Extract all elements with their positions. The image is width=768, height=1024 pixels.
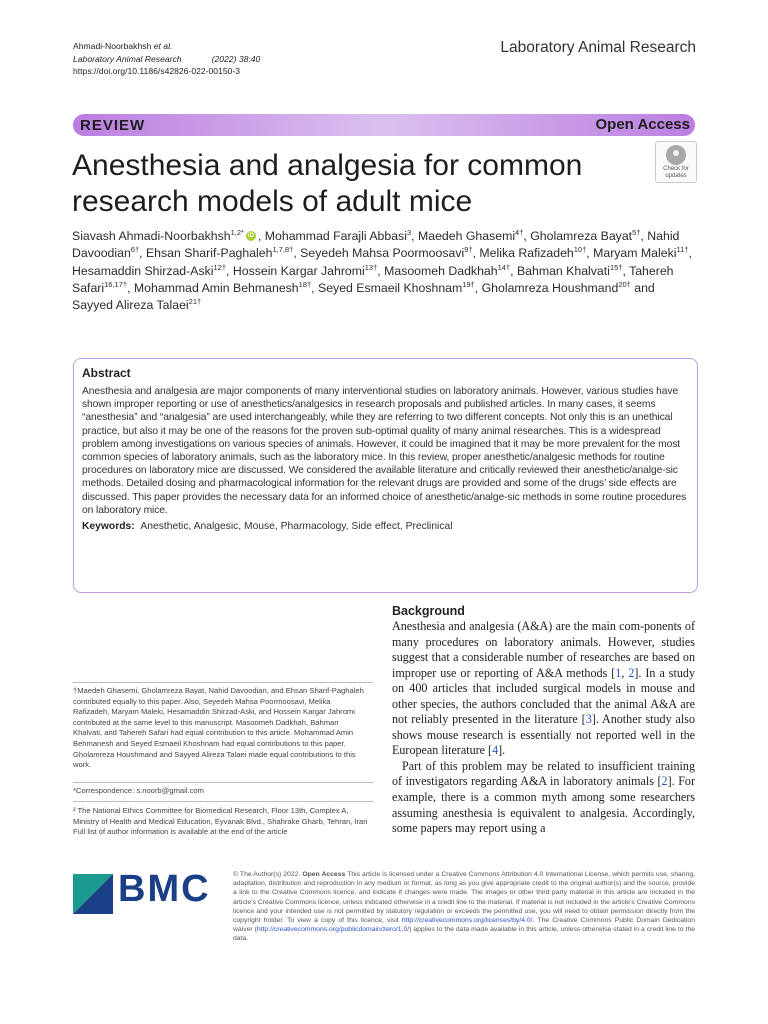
author-affiliation-marker: 20† xyxy=(618,279,631,289)
reference-link[interactable]: 3 xyxy=(585,712,592,727)
author-name[interactable]: Siavash Ahmadi-Noorbakhsh$^{1,2*}$ iD xyxy=(72,227,254,243)
author-affiliation-marker: 16,17† xyxy=(104,279,128,289)
author-name[interactable]: Maryam Maleki$^{11\dagger}$ xyxy=(593,245,689,261)
author-name[interactable]: Hesamaddin Shirzad-Aski$^{12\dagger}$ xyxy=(72,262,226,278)
abstract-box xyxy=(73,358,698,593)
background-paragraph-2: Part of this problem may be related to insufficient training of investigators regarding A&A in laboratory animals [2]. For example, there is a common myth among some researchers assuming anesthesia is equivalent to analgesia. Accordingly, some papers may report using a xyxy=(392,758,696,836)
author-affiliation-marker: 21† xyxy=(188,297,202,307)
background-section xyxy=(392,604,695,837)
author-affiliation-marker: 1,7,8† xyxy=(272,245,294,255)
check-updates-icon xyxy=(666,145,686,165)
bmc-logo-icon xyxy=(73,874,113,914)
author-name[interactable]: Nahid Davoodian$^{6\dagger}$ xyxy=(72,229,680,261)
author-name[interactable]: Tahereh Safari$^{16,17\dagger}$ xyxy=(72,263,674,295)
reference-link[interactable]: 2 xyxy=(661,774,668,789)
author-affiliation-marker: 18† xyxy=(298,279,312,289)
full-author-info-note: Full list of author information is available at the end of the article xyxy=(73,827,288,837)
citation-authors: Ahmadi-Noorbakhsh xyxy=(73,41,152,51)
open-access-label: Open Access xyxy=(595,116,690,133)
abstract-text: Anesthesia and analgesia are major components of many interventional studies on laboratory animals. However, various studies have shown improper reporting or use of anesthetics/analgesics in research proposals and published articles. In many cases, it seems “anesthesia” and “analgesia” are used interchangeably, while they are referring to two different concepts. Not only this is an unethical practice, but also it may be one of the reasons for the proven sub-optimal quality of many animal researches. This is a widespread problem among investigations on various species of animals. However, it could be imagined that it may be more prevalent for the most common species of laboratory animals, such as the laboratory mice. In this review, proper anesthetic/analgesic methods for routine procedures on laboratory mice are discussed. We considered the available literature and critically reviewed their anesthetic/analge-sic methods. Detailed dosing and pharmacological information for the relevant drugs are provided and some of the drugs’ side effects are discussed. This paper provides the necessary data for an informed choice of anesthetic/analge-sic methods in some routine procedures on laboratory mice. xyxy=(82,386,687,516)
abstract-heading: Abstract xyxy=(82,366,131,380)
citation-volume: (2022) 38:40 xyxy=(211,53,261,64)
affiliation-text: ² The National Ethics Committee for Biomedical Research, Floor 13th, Complex A, Ministry of Health and Medical Education, Eyvanak Blvd., Shahrake Gharb, Tehran, Iran xyxy=(73,806,368,826)
author-affiliation-marker: 15† xyxy=(609,262,623,272)
author-affiliation-marker: 9† xyxy=(464,245,473,255)
author-name[interactable]: Seyedeh Mahsa Poormoosavi$^{9\dagger}$ xyxy=(300,245,473,261)
author-affiliation-marker: 4† xyxy=(515,227,524,237)
background-heading: Background xyxy=(392,604,465,618)
author-affiliation-marker: 3 xyxy=(406,227,412,237)
citation-block xyxy=(73,40,260,78)
author-name[interactable]: Melika Rafizadeh$^{10\dagger}$ xyxy=(479,245,587,261)
reference-link[interactable]: 4 xyxy=(492,743,499,758)
author-name[interactable]: Sayyed Alireza Talaei$^{21\dagger}$ xyxy=(72,297,202,313)
license-text: © The Author(s) 2022. Open Access This article is licensed under a Creative Commons Attribution 4.0 International License, which permits use, sharing, adaptation, distribution and reproduction in any medium or format, as long as you give appropriate credit to the original author(s) and the source, provide a link to the Creative Commons licence, and indicate if changes were made. The images or other third party material in this article are included in the article’s Creative Commons licence, unless indicated otherwise in a credit line to the material. If material is not included in the article’s Creative Commons licence and your intended use is not permitted by statutory regulation or exceeds the permitted use, you will need to obtain permission directly from the copyright holder. To view a copy of this licence, visit http://creativecommons.org/licenses/by/4.0/. The Creative Commons Public Domain Dedication waiver (http://creativecommons.org/publicdomain/zero/1.0/) applies to the data made available in this article, unless otherwise stated in a credit line to the data. xyxy=(233,871,695,943)
citation-etal: et al. xyxy=(151,41,173,51)
orcid-icon[interactable]: iD xyxy=(247,232,254,239)
check-updates-line2: updates xyxy=(665,172,687,179)
cc-zero-waiver-link[interactable]: http://creativecommons.org/publicdomain/zero/1.0/ xyxy=(256,926,410,934)
equal-contribution-note: †Maedeh Ghasemi, Gholamreza Bayat, Nahid Davoodian, and Ehsan Sharif-Paghaleh contributed equally to this paper. Also, Seyedeh Mahsa Poormoosavi, Melika Rafizadeh, Maryam Maleki, Hesamaddin Shirzad-Aski, and Hossein Kargar Jahromi contributed at the same level to this manuscript. Masoomeh Dadkhah, Bahman Khalvati, and Tahereh Safari had equal contribution to this article. Mohammad Amin Behmanesh and Seyed Esmaeil Khoshnam had equal contributions to this paper. Gholamreza Houshmand and Sayyed Alireza Talaei made equal contributions to this work. xyxy=(73,686,364,770)
author-name[interactable]: Seyed Esmaeil Khoshnam$^{19\dagger}$ xyxy=(318,279,475,295)
author-affiliation-marker: 14† xyxy=(497,262,511,272)
journal-name: Laboratory Animal Research xyxy=(500,39,696,56)
keywords-list: Anesthetic, Analgesic, Mouse, Pharmacology, Side effect, Preclinical xyxy=(140,521,453,533)
author-affiliation-marker: 12† xyxy=(213,262,226,272)
author-name[interactable]: Gholamreza Bayat$^{5\dagger}$ xyxy=(530,227,641,243)
bmc-logo-text: BMC xyxy=(118,868,211,910)
author-affiliation-marker: 6† xyxy=(130,245,140,255)
cc-by-license-link[interactable]: http://creativecommons.org/licenses/by/4.0/ xyxy=(401,917,533,925)
reference-link[interactable]: 2 xyxy=(628,665,635,680)
article-title: Anesthesia and analgesia for common research models of adult mice xyxy=(72,149,583,218)
license-open-access: Open Access xyxy=(302,871,346,878)
footnote-divider xyxy=(73,782,373,783)
author-name[interactable]: Gholamreza Houshmand$^{20\dagger}$ xyxy=(481,279,631,295)
keywords-label: Keywords: xyxy=(82,521,135,533)
check-updates-line1: Check for xyxy=(663,166,689,172)
author-name[interactable]: Mohammad Farajli Abbasi$^3$ xyxy=(264,227,412,243)
author-name[interactable]: Ehsan Sharif-Paghaleh$^{1,7,8\dagger}$ xyxy=(145,245,294,261)
author-name[interactable]: Bahman Khalvati$^{15\dagger}$ xyxy=(516,262,623,278)
author-name[interactable]: Maedeh Ghasemi$^{4\dagger}$ xyxy=(417,227,524,243)
article-type-label: REVIEW xyxy=(80,117,146,134)
citation-journal: Laboratory Animal Research xyxy=(73,53,182,64)
background-paragraph-1: Anesthesia and analgesia (A&A) are the main com-ponents of many procedures on laboratory animals. However, studies suggest that a considerable number of researches are based on improper use or reporting of A&A methods [1, 2]. In a study on 400 articles that included surgical models in mouse and other species, the authors concluded that the animal A&A are not reliably presented in the literature [3]. Another study also shows mouse research is essentially not reported well in the European literature [4]. xyxy=(392,619,695,758)
article-type-ribbon xyxy=(73,114,695,136)
doi-link[interactable]: https://doi.org/10.1186/s42826-022-00150-3 xyxy=(73,66,241,76)
author-affiliation-marker: 11† xyxy=(676,245,689,255)
author-affiliation-marker: 10† xyxy=(573,245,587,255)
check-for-updates-badge[interactable] xyxy=(655,141,697,183)
affiliation-note xyxy=(73,806,373,838)
author-affiliation-marker: 19† xyxy=(462,279,475,289)
correspondence-email[interactable]: *Correspondence: s.noorb@gmail.com xyxy=(73,786,204,795)
author-affiliation-marker: 13† xyxy=(364,262,378,272)
author-name[interactable]: Masoomeh Dadkhah$^{14\dagger}$ xyxy=(384,262,511,278)
reference-link[interactable]: 1 xyxy=(615,665,622,680)
author-affiliation-marker: 5† xyxy=(632,227,641,237)
author-name[interactable]: Mohammad Amin Behmanesh$^{18\dagger}$ xyxy=(133,279,312,295)
keywords xyxy=(82,521,690,532)
author-list: Siavash Ahmadi-Noorbakhsh$^{1,2*}$ iD , Mohammad Farajli Abbasi$^3$, Maedeh Ghasemi$^{4\dagger}$, Gholamreza Bayat$^{5\dagger}$, Nahid Davoodian$^{6\dagger}$, Ehsan Sharif-Paghaleh$^{1,7,8\dagger}$, Seyedeh Mahsa Poormoosavi$^{9\dagger}$, Melika Rafizadeh$^{10\dagger}$, Maryam Maleki$^{11\dagger}$, Hesamaddin Shirzad-Aski$^{12\dagger}$, Hossein Kargar Jahromi$^{13\dagger}$, Masoomeh Dadkhah$^{14\dagger}$, Bahman Khalvati$^{15\dagger}$, Tahereh Safari$^{16,17\dagger}$, Mohammad Amin Behmanesh$^{18\dagger}$, Seyed Esmaeil Khoshnam$^{19\dagger}$, Gholamreza Houshmand$^{20\dagger}$ and Sayyed Alireza Talaei$^{21\dagger}$ xyxy=(72,227,692,313)
author-name[interactable]: Hossein Kargar Jahromi$^{13\dagger}$ xyxy=(232,262,378,278)
footnote-divider xyxy=(73,801,373,802)
footnote-divider xyxy=(73,682,373,683)
author-affiliation-marker: 1,2* xyxy=(230,227,244,237)
